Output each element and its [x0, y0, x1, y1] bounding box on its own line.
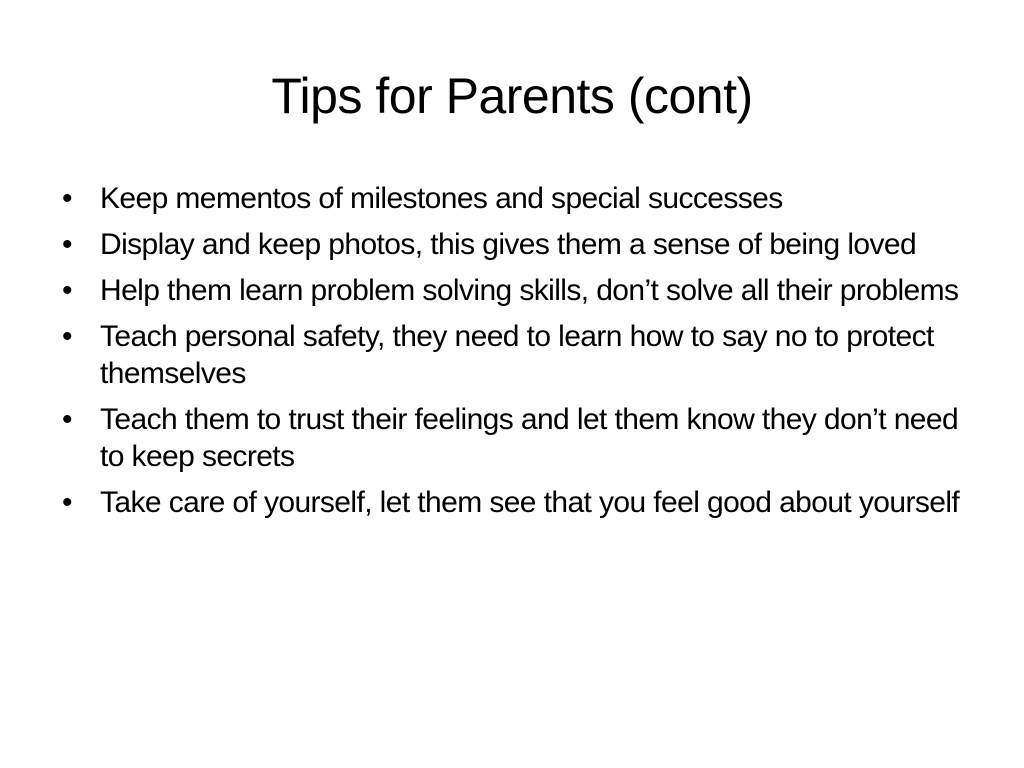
bullet-item	[62, 180, 982, 217]
bullet-text: Teach personal safety, they need to learn how to say no to protect themselves	[100, 320, 934, 390]
bullet-item	[62, 318, 982, 392]
bullet-text: Keep mementos of milestones and special successes	[100, 182, 783, 215]
bullet-item	[62, 401, 982, 475]
bullet-dot-icon: •	[62, 486, 72, 519]
slide-title: Tips for Parents (cont)	[271, 68, 753, 124]
bullet-text: Help them learn problem solving skills, don’t solve all their problems	[100, 274, 959, 307]
bullet-dot-icon: •	[62, 403, 72, 436]
bullet-item	[62, 272, 982, 309]
bullet-dot-icon: •	[62, 182, 72, 215]
bullet-item	[62, 484, 982, 521]
bullet-text: Take care of yourself, let them see that you feel good about yourself	[100, 486, 960, 519]
bullet-dot-icon: •	[62, 274, 72, 307]
bullet-item	[62, 226, 982, 263]
bullet-list	[62, 180, 982, 530]
bullet-text: Display and keep photos, this gives them a sense of being loved	[100, 228, 917, 261]
bullet-dot-icon: •	[62, 228, 72, 261]
bullet-text: Teach them to trust their feelings and let them know they don’t need to keep secrets	[100, 403, 959, 473]
bullet-dot-icon: •	[62, 320, 72, 353]
